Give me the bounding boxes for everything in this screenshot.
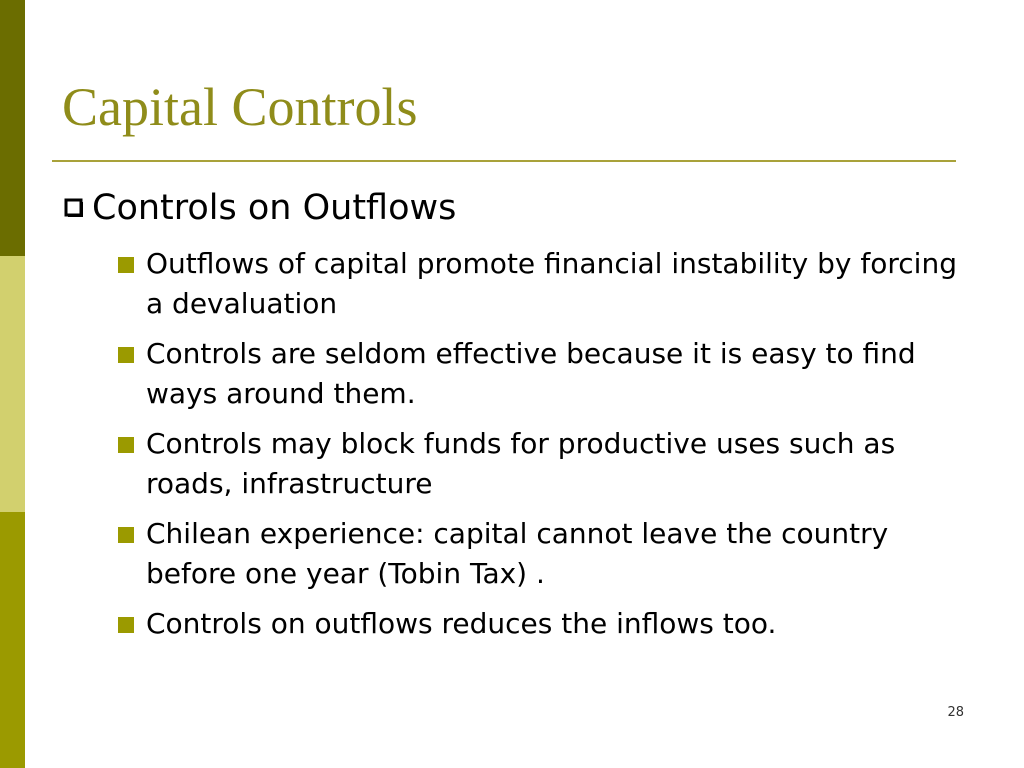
side-bar-segment-bottom [0,512,25,768]
side-accent-bar [0,0,25,768]
bullet-text: Controls are seldom effective because it is easy to find ways around them. [146,337,916,410]
list-item [118,244,958,324]
bullet-list [118,244,958,654]
list-item [118,334,958,414]
square-bullet-icon [118,257,134,273]
bullet-text: Chilean experience: capital cannot leave the country before one year (Tobin Tax) . [146,517,889,590]
bullet-text: Outflows of capital promote financial instability by forcing a devaluation [146,247,957,320]
square-bullet-icon [118,437,134,453]
square-bullet-icon [118,617,134,633]
square-bullet-icon [118,347,134,363]
list-item [118,514,958,594]
list-item [118,604,958,644]
side-bar-segment-top [0,0,25,256]
list-item [118,424,958,504]
title-divider [52,160,956,162]
square-bullet-icon [118,527,134,543]
level1-bullet [64,188,456,228]
page-number: 28 [947,705,964,720]
hollow-square-icon [64,198,84,218]
side-bar-segment-middle [0,256,25,512]
slide-title: Capital Controls [62,77,418,137]
bullet-text: Controls on outflows reduces the inflows too. [146,607,777,640]
level1-bullet-text: Controls on Outflows [92,188,457,228]
bullet-text: Controls may block funds for productive uses such as roads, infrastructure [146,427,896,500]
